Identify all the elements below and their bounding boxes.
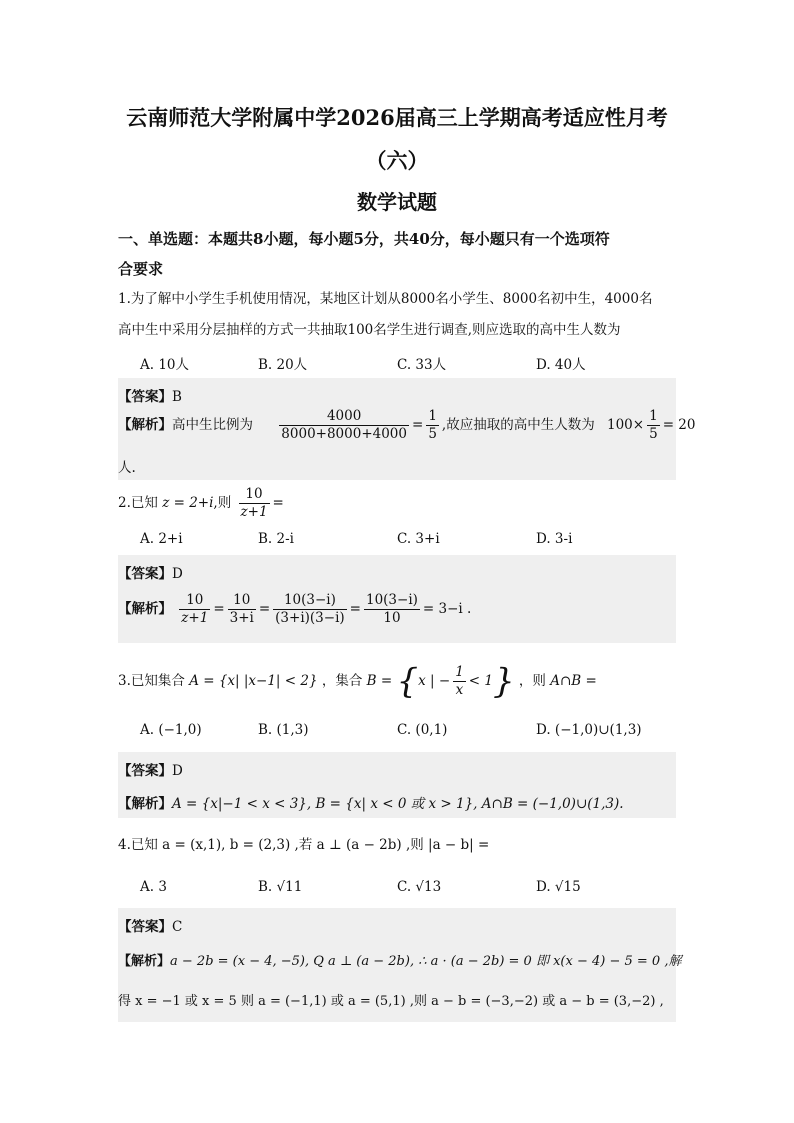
subject-title: 数学试题 <box>357 190 437 214</box>
q2-stem-expr: z = 2+i <box>162 494 214 511</box>
q3-stem-c: ，则 <box>518 672 546 689</box>
section-header-line1: 一、单选题：本题共8小题，每小题5分，共40分，每小题只有一个选项符 <box>118 230 610 248</box>
q4-answer-box <box>118 908 682 1022</box>
q3-set-a: A = {x| |x−1| < 2} <box>189 672 318 689</box>
q2-step-3: $\frac{10(3-i)}{(3+i)(3-i)}$ <box>275 592 345 626</box>
exam-title-number: （六） <box>365 148 429 173</box>
q2-answer-value: D <box>172 566 183 582</box>
q1-analysis <box>118 408 695 443</box>
section-header-line2: 合要求 <box>118 260 164 278</box>
q2-step-2: $\frac{10}{3+i}$ <box>229 592 254 626</box>
q1-option-b: B. 20人 <box>258 357 308 373</box>
q3-option-d: D. (−1,0)∪(1,3) <box>536 722 642 738</box>
q2-step-1: $\frac{10}{z+1}$ <box>181 592 209 626</box>
answer-label: 【答案】 <box>118 566 172 582</box>
q2-answer-box <box>118 555 676 643</box>
q3-option-a: A. (−1,0) <box>140 722 202 738</box>
q1-ratio-fraction <box>279 408 409 443</box>
q4-analysis-line2: 得 x = −1 或 x = 5 则 a = (−1,1) 或 a = (5,1) ,则 a − b = (−3,−2) 或 a − b = (3,−2) , <box>118 994 664 1009</box>
q2-option-b: B. 2-i <box>258 531 294 547</box>
q4-option-d: D. √15 <box>536 879 581 895</box>
q1-analysis-text-a: 高中生比例为 <box>172 416 253 433</box>
q4-answer <box>118 915 182 935</box>
q1-fraction-denominator: 8000+8000+4000 <box>281 425 407 442</box>
q1-analysis-end: 人. <box>118 460 136 476</box>
q3-stem <box>118 661 688 702</box>
q1-calc: 100× $\frac{1}{5}$ = 20 <box>607 408 696 442</box>
q3-analysis-text: A = {x|−1 < x < 3}, B = {x| x < 0 或 x > 1}, A∩B = (−1,0)∪(1,3). <box>172 796 624 812</box>
q1-stem-line2: 高中生中采用分层抽样的方式一共抽取100名学生进行调查,则应选取的高中生人数为 <box>118 322 621 338</box>
analysis-label: 【解析】 <box>118 416 172 433</box>
q2-fraction-denominator: z+1 <box>240 503 268 520</box>
q2-stem-a: 2.已知 <box>118 494 158 511</box>
analysis-label: 【解析】 <box>118 796 172 812</box>
q2-fraction-numerator: 10 <box>239 486 270 504</box>
q1-fraction-numerator: 4000 <box>279 408 409 426</box>
q4-stem: 4.已知 a = (x,1), b = (2,3) ,若 a ⊥ (a − 2b) ,则 |a − b| = <box>118 837 490 853</box>
q3-answer-value: D <box>172 763 183 779</box>
analysis-label: 【解析】 <box>118 954 171 969</box>
q3-analysis <box>118 792 624 812</box>
q1-stem-line1: 1.为了解中小学生手机使用情况，某地区计划从8000名小学生、8000名初中生，4000名 <box>118 291 653 307</box>
q3-ask: A∩B = <box>550 672 597 689</box>
q4-answer-value: C <box>172 919 183 935</box>
q2-option-a: A. 2+i <box>140 531 183 547</box>
answer-label: 【答案】 <box>118 919 172 935</box>
q4-option-c: C. √13 <box>397 879 442 895</box>
exam-title: 云南师范大学附属中学2026届高三上学期高考适应性月考 <box>126 105 668 130</box>
q1-analysis-text-b: ,故应抽取的高中生人数为 <box>441 416 595 433</box>
answer-label: 【答案】 <box>118 763 172 779</box>
analysis-label: 【解析】 <box>118 600 172 617</box>
q4-option-b: B. √11 <box>258 879 303 895</box>
q1-answer-box <box>118 378 696 480</box>
q1-option-c: C. 33人 <box>397 357 447 373</box>
q2-stem-b: ,则 <box>213 494 232 511</box>
q3-option-b: B. (1,3) <box>258 722 309 738</box>
q1-ratio-equals: = <box>412 416 424 433</box>
q2-stem-fraction <box>239 486 270 521</box>
q1-answer <box>118 385 182 405</box>
q3-stem-b: ，集合 <box>321 672 363 689</box>
q3-set-b: B = {x | − $\frac{1}{x}$ < 1} <box>366 661 515 702</box>
q2-answer <box>118 562 183 582</box>
answer-label: 【答案】 <box>118 389 172 405</box>
q1-option-d: D. 40人 <box>536 357 586 373</box>
q1-answer-value: B <box>172 389 182 405</box>
q4-analysis-line1 <box>118 950 681 969</box>
q4-option-a: A. 3 <box>140 879 167 895</box>
q3-stem-a: 3.已知集合 <box>118 672 185 689</box>
q1-option-a: A. 10人 <box>140 357 190 373</box>
q2-analysis: 【解析】 $\frac{10}{z+1}$ = $\frac{10}{3+i}$ = $\frac{10(3-i)}{(3+i)(3-i)}$ = $\frac{10(3-i)}{10}$ = 3−i . <box>118 592 472 626</box>
q1-ratio-result: $\frac{1}{5}$ <box>428 408 437 442</box>
q3-answer-box <box>118 752 676 818</box>
q3-option-c: C. (0,1) <box>397 722 448 738</box>
q2-option-d: D. 3-i <box>536 531 573 547</box>
q2-option-c: C. 3+i <box>397 531 440 547</box>
q3-answer <box>118 759 183 779</box>
q2-stem: 2.已知 z = 2+i,则 $\frac{10}{z+1}$ = <box>118 486 284 520</box>
q4-analysis-text-1: a − 2b = (x − 4, −5), Q a ⊥ (a − 2b), ∴ a · (a − 2b) = 0 即 x(x − 4) − 5 = 0 ,解 <box>170 954 682 969</box>
q2-step-4: $\frac{10(3-i)}{10}$ <box>365 592 418 626</box>
